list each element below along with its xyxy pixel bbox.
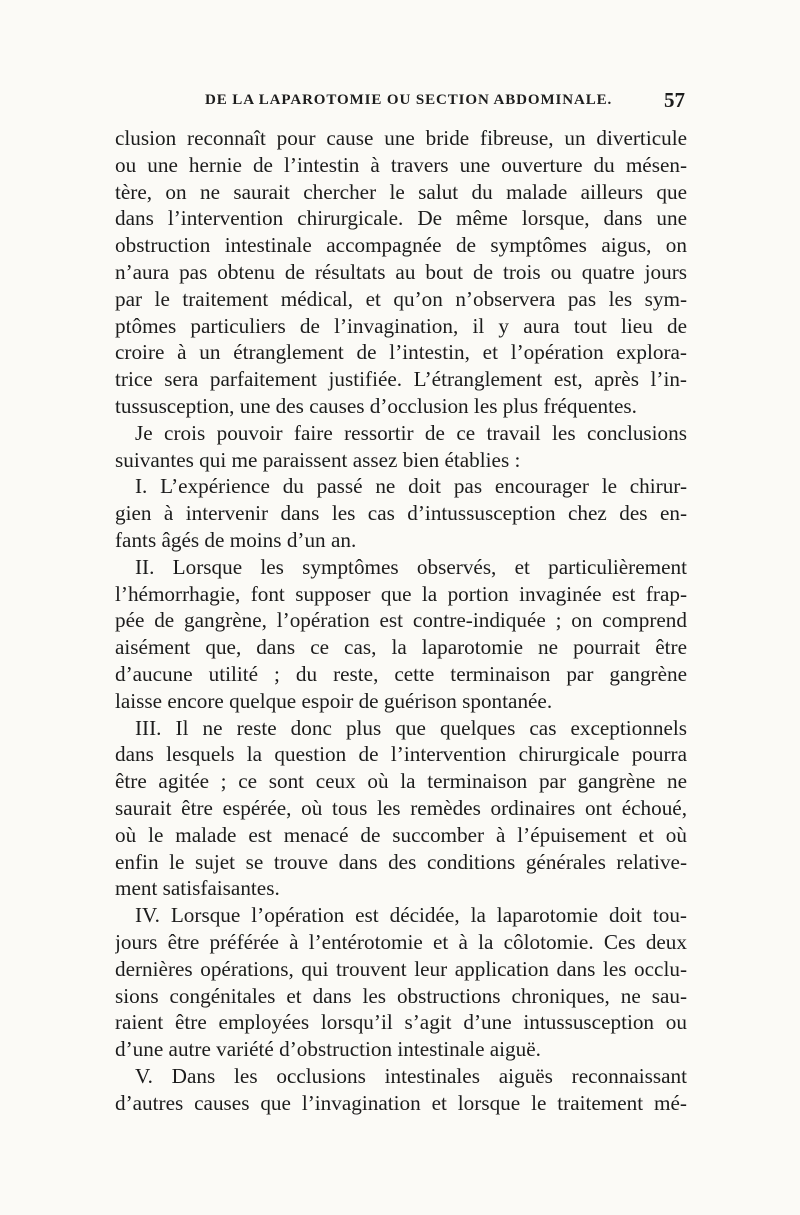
text-line: raient être employées lorsqu’il s’agit d’une intussusception ou [115,1010,687,1035]
text-line: ptômes particuliers de l’invagination, il y aura tout lieu de [115,313,687,338]
text-line: pée de gangrène, l’opération est contre-indiquée ; on comprend [115,608,687,633]
text-line: par le traitement médical, et qu’on n’observera pas les sym- [115,286,687,311]
body-text [115,125,687,1116]
text-line: jours être préférée à l’entérotomie et à la côlotomie. Ces deux [115,929,687,954]
text-line: dernières opérations, qui trouvent leur application dans les occlu- [115,956,687,981]
text-line: clusion reconnaît pour cause une bride fibreuse, un diverticule [115,126,687,150]
text-line: enfin le sujet se trouve dans des conditions générales relative- [115,849,687,874]
text-line: dans l’intervention chirurgicale. De même lorsque, dans une [115,206,687,231]
text-line: d’aucune utilité ; du reste, cette terminaison par gangrène [115,661,687,686]
text-line: suivantes qui me paraissent assez bien établies : [115,447,521,472]
text-line: laisse encore quelque espoir de guérison spontanée. [115,688,553,713]
text-line: IV. Lorsque l’opération est décidée, la laparotomie doit tou- [135,903,687,928]
text-line: III. Il ne reste donc plus que quelques cas exceptionnels [135,715,687,740]
running-head [115,88,685,116]
text-line: V. Dans les occlusions intestinales aiguës reconnaissant [135,1063,687,1088]
text-line: où le malade est menacé de succomber à l’épuisement et où [115,822,687,847]
text-line: ment satisfaisantes. [115,876,280,901]
text-line: II. Lorsque les symptômes observés, et particulièrement [135,554,687,579]
text-line: n’aura pas obtenu de résultats au bout de trois ou quatre jours [115,259,687,284]
text-line: être agitée ; ce sont ceux où la terminaison par gangrène ne [115,769,687,794]
text-line: saurait être espérée, où tous les remèdes ordinaires ont échoué, [115,795,687,820]
text-line: trice sera parfaitement justifiée. L’étranglement est, après l’in- [115,367,687,392]
text-line: obstruction intestinale accompagnée de symptômes aigus, on [115,233,687,258]
text-line: croire à un étranglement de l’intestin, et l’opération explora- [115,340,687,365]
text-line: l’hémorrhagie, font supposer que la portion invaginée est frap- [115,581,687,606]
running-title: DE LA LAPAROTOMIE OU SECTION ABDOMINALE. [205,92,613,108]
text-line: aisément que, dans ce cas, la laparotomie ne pourrait être [115,635,687,660]
text-line: d’autres causes que l’invagination et lorsque le traitement mé- [115,1090,687,1115]
text-line: dans lesquels la question de l’intervention chirurgicale pourra [115,742,687,767]
text-line: tussusception, une des causes d’occlusion les plus fréquentes. [115,393,637,418]
text-line: d’une autre variété d’obstruction intestinale aiguë. [115,1037,541,1062]
page-number: 57 [664,88,685,112]
text-line: ou une hernie de l’intestin à travers une ouverture du mésen- [115,152,687,177]
text-line: tère, on ne saurait chercher le salut du malade ailleurs que [115,179,687,204]
text-line: Je crois pouvoir faire ressortir de ce travail les conclusions [135,420,687,445]
text-line: sions congénitales et dans les obstructions chroniques, ne sau- [115,983,687,1008]
text-line: I. L’expérience du passé ne doit pas encourager le chirur- [135,474,687,499]
text-line: fants âgés de moins d’un an. [115,527,357,552]
text-line: gien à intervenir dans les cas d’intussusception chez des en- [115,501,687,526]
